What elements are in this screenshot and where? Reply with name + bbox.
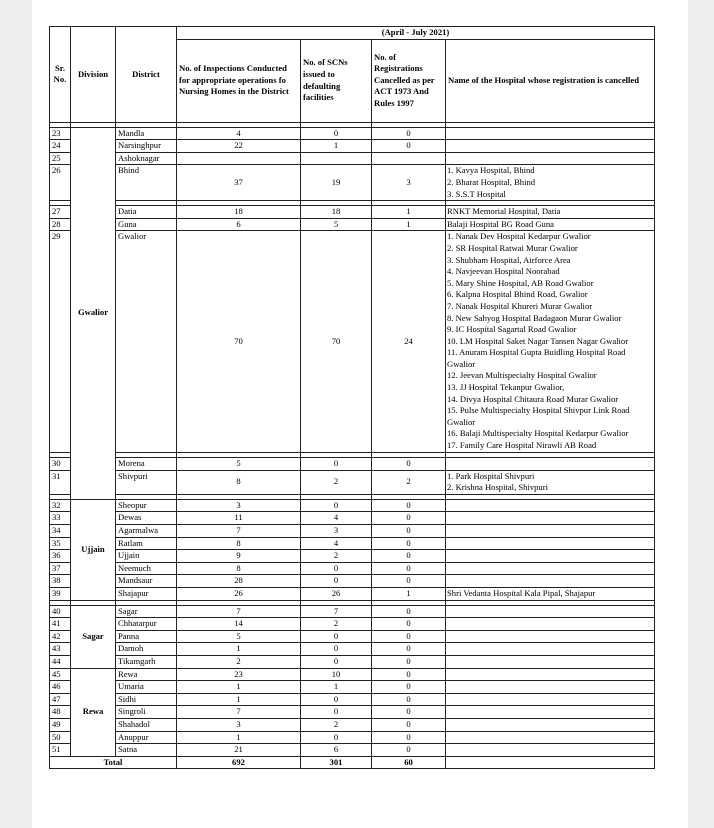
- value-scn: 0: [301, 499, 372, 512]
- value-canc: 3: [372, 165, 446, 201]
- hospital-name: 1. Park Hospital Shivpuri: [447, 470, 535, 481]
- serial-number: 24: [50, 140, 71, 153]
- hospital-name: RNKT Memorial Hospital, Datia: [447, 206, 561, 217]
- period-label: (April - July 2021): [177, 27, 655, 40]
- value-canc: 0: [372, 458, 446, 471]
- district-name: Ratlam: [116, 537, 177, 550]
- table-row: [50, 744, 655, 757]
- value-canc: 0: [372, 744, 446, 757]
- value-scn: 26: [301, 587, 372, 600]
- district-name: Agarmalwa: [116, 525, 177, 538]
- hospital-name: 12. Jeevan Multispecialty Hospital Gwalior: [447, 370, 597, 381]
- value-insp: 8: [177, 470, 301, 494]
- value-scn: 18: [301, 206, 372, 219]
- table-row: [50, 458, 655, 471]
- value-canc: 1: [372, 587, 446, 600]
- value-scn: 2: [301, 550, 372, 563]
- hospital-name: 5. Mary Shine Hospital, AB Road Gwalior: [447, 277, 594, 288]
- value-canc: 0: [372, 731, 446, 744]
- value-scn: 3: [301, 525, 372, 538]
- hospital-name: 3. Shubham Hospital, Airforce Area: [447, 254, 571, 265]
- value-insp: 1: [177, 731, 301, 744]
- value-canc: [372, 152, 446, 165]
- hospital-list: [446, 681, 655, 694]
- value-scn: 0: [301, 731, 372, 744]
- district-name: Ujjain: [116, 550, 177, 563]
- table-row: [50, 681, 655, 694]
- district-name: Datia: [116, 206, 177, 219]
- value-scn: 0: [301, 630, 372, 643]
- value-canc: 0: [372, 562, 446, 575]
- value-canc: 0: [372, 127, 446, 140]
- value-canc: 0: [372, 706, 446, 719]
- table-row: [50, 140, 655, 153]
- value-scn: [301, 152, 372, 165]
- value-canc: 0: [372, 605, 446, 618]
- value-insp: 28: [177, 575, 301, 588]
- hospital-list: [446, 499, 655, 512]
- value-scn: 0: [301, 706, 372, 719]
- hospital-name: 9. IC Hospital Sagartal Road Gwalior: [447, 324, 577, 335]
- table-body: [50, 127, 655, 769]
- table-row: [50, 231, 655, 453]
- value-scn: 0: [301, 575, 372, 588]
- value-scn: 2: [301, 718, 372, 731]
- hospital-list: [446, 643, 655, 656]
- table-row: [50, 731, 655, 744]
- table-row: [50, 618, 655, 631]
- value-canc: 0: [372, 512, 446, 525]
- header-sr: Sr. No.: [50, 27, 71, 123]
- hospital-list: [446, 693, 655, 706]
- value-insp: 26: [177, 587, 301, 600]
- hospital-name: 2. Krishna Hospital, Shivpuri: [447, 482, 548, 493]
- serial-number: 43: [50, 643, 71, 656]
- serial-number: 37: [50, 562, 71, 575]
- value-canc: 0: [372, 525, 446, 538]
- serial-number: 33: [50, 512, 71, 525]
- table-row: [50, 587, 655, 600]
- table-row: [50, 550, 655, 563]
- division-cell: Ujjain: [71, 499, 116, 600]
- serial-number: 51: [50, 744, 71, 757]
- district-name: Shajapur: [116, 587, 177, 600]
- district-name: Gwalior: [116, 231, 177, 453]
- hospital-list: [446, 575, 655, 588]
- table-row: [50, 470, 655, 494]
- header-hospital: Name of the Hospital whose registration is cancelled: [446, 39, 655, 122]
- value-canc: 0: [372, 681, 446, 694]
- hospital-name: 1. Kavya Hospital, Bhind: [447, 165, 535, 176]
- table-row: [50, 127, 655, 140]
- district-name: Damoh: [116, 643, 177, 656]
- hospital-list: [446, 458, 655, 471]
- hospital-name: 3. S.S.T Hospital: [447, 188, 506, 199]
- value-canc: 0: [372, 718, 446, 731]
- value-canc: 0: [372, 550, 446, 563]
- table-row: [50, 668, 655, 681]
- value-scn: 0: [301, 643, 372, 656]
- serial-number: 47: [50, 693, 71, 706]
- hospital-list: [446, 731, 655, 744]
- division-cell: Sagar: [71, 605, 116, 668]
- value-scn: 2: [301, 618, 372, 631]
- value-insp: 4: [177, 127, 301, 140]
- hospital-list: [446, 127, 655, 140]
- value-canc: 0: [372, 618, 446, 631]
- serial-number: 39: [50, 587, 71, 600]
- value-insp: 1: [177, 681, 301, 694]
- value-scn: 0: [301, 655, 372, 668]
- hospital-list: [446, 706, 655, 719]
- hospital-list: [446, 562, 655, 575]
- value-insp: 18: [177, 206, 301, 219]
- table-row: [50, 643, 655, 656]
- district-name: Dewas: [116, 512, 177, 525]
- table-row: [50, 718, 655, 731]
- total-scn: 301: [301, 756, 372, 769]
- serial-number: 40: [50, 605, 71, 618]
- value-scn: 0: [301, 127, 372, 140]
- header-inspections: No. of Inspections Conducted for appropriate operations fo Nursing Homes in the District: [177, 39, 301, 122]
- serial-number: 27: [50, 206, 71, 219]
- district-name: Narsinghpur: [116, 140, 177, 153]
- document-page: [32, 0, 688, 828]
- table-row: [50, 206, 655, 219]
- value-scn: 5: [301, 218, 372, 231]
- serial-number: 25: [50, 152, 71, 165]
- district-name: Panna: [116, 630, 177, 643]
- value-insp: [177, 152, 301, 165]
- value-insp: 1: [177, 643, 301, 656]
- table-row: [50, 152, 655, 165]
- serial-number: 35: [50, 537, 71, 550]
- district-name: Umaria: [116, 681, 177, 694]
- serial-number: 44: [50, 655, 71, 668]
- value-scn: 0: [301, 693, 372, 706]
- hospital-list: [446, 231, 655, 453]
- hospital-name: Shri Vedanta Hospital Kala Pipal, Shajapur: [447, 587, 596, 598]
- district-name: Rewa: [116, 668, 177, 681]
- value-insp: 5: [177, 458, 301, 471]
- serial-number: 49: [50, 718, 71, 731]
- hospital-name: 4. Navjeevan Hospital Noorabad: [447, 266, 560, 277]
- value-scn: 70: [301, 231, 372, 453]
- hospital-name: 17. Family Care Hospital Nirawli AB Road: [447, 440, 597, 451]
- hospital-name: 10. LM Hospital Saket Nagar Tansen Nagar Gwalior: [447, 335, 629, 346]
- hospital-name: 14. Divya Hospital Chitaura Road Murar Gwalior: [447, 393, 619, 404]
- total-row: [50, 756, 655, 769]
- division-cell: Rewa: [71, 668, 116, 756]
- serial-number: 23: [50, 127, 71, 140]
- value-insp: 22: [177, 140, 301, 153]
- value-scn: 4: [301, 537, 372, 550]
- serial-number: 45: [50, 668, 71, 681]
- value-scn: 4: [301, 512, 372, 525]
- value-canc: 0: [372, 575, 446, 588]
- value-scn: 6: [301, 744, 372, 757]
- value-canc: 1: [372, 218, 446, 231]
- value-insp: 21: [177, 744, 301, 757]
- hospital-list: [446, 587, 655, 600]
- hospital-name: 11. Anuram Hospital Gupta Buidling Hospital Road Gwalior: [447, 347, 626, 369]
- value-canc: 0: [372, 499, 446, 512]
- table-row: [50, 562, 655, 575]
- value-insp: 5: [177, 630, 301, 643]
- hospital-name: 7. Nanak Hospital Khureri Murar Gwalior: [447, 300, 593, 311]
- district-name: Tikamgarh: [116, 655, 177, 668]
- total-label: Total: [50, 756, 177, 769]
- value-canc: 0: [372, 668, 446, 681]
- value-insp: 7: [177, 525, 301, 538]
- hospital-list: [446, 550, 655, 563]
- value-canc: 0: [372, 630, 446, 643]
- value-insp: 11: [177, 512, 301, 525]
- division-cell: Gwalior: [71, 127, 116, 499]
- value-insp: 9: [177, 550, 301, 563]
- value-insp: 1: [177, 693, 301, 706]
- hospital-name: 2. Bharat Hospital, Bhind: [447, 176, 536, 187]
- hospital-name: 16. Balaji Multispecialty Hospital Kedarpur Gwalior: [447, 428, 629, 439]
- total-insp: 692: [177, 756, 301, 769]
- header-district: District: [116, 27, 177, 123]
- table-row: [50, 165, 655, 201]
- value-insp: 3: [177, 718, 301, 731]
- district-name: Mandla: [116, 127, 177, 140]
- table-row: [50, 706, 655, 719]
- value-scn: 1: [301, 140, 372, 153]
- hospital-list: [446, 618, 655, 631]
- header-row: [50, 27, 655, 40]
- hospital-name: 1. Nanak Dev Hospital Kedarpur Gwalior: [447, 231, 591, 242]
- district-name: Neemuch: [116, 562, 177, 575]
- hospital-list: [446, 744, 655, 757]
- hospital-list: [446, 470, 655, 494]
- value-canc: 0: [372, 140, 446, 153]
- district-name: Shahadol: [116, 718, 177, 731]
- serial-number: 34: [50, 525, 71, 538]
- table-row: [50, 537, 655, 550]
- table-row: [50, 605, 655, 618]
- total-empty: [446, 756, 655, 769]
- serial-number: 36: [50, 550, 71, 563]
- district-name: Sidhi: [116, 693, 177, 706]
- value-canc: 2: [372, 470, 446, 494]
- hospital-list: [446, 165, 655, 201]
- value-canc: 24: [372, 231, 446, 453]
- serial-number: 41: [50, 618, 71, 631]
- district-name: Chhatarpur: [116, 618, 177, 631]
- district-name: Morena: [116, 458, 177, 471]
- value-canc: 0: [372, 537, 446, 550]
- value-scn: 1: [301, 681, 372, 694]
- hospital-name: 2. SR Hospital Ratwai Murar Gwalior: [447, 242, 578, 253]
- table-row: [50, 525, 655, 538]
- value-insp: 7: [177, 605, 301, 618]
- value-insp: 37: [177, 165, 301, 201]
- hospital-list: [446, 218, 655, 231]
- value-scn: 0: [301, 458, 372, 471]
- value-insp: 14: [177, 618, 301, 631]
- district-name: Ashoknagar: [116, 152, 177, 165]
- district-name: Shivpuri: [116, 470, 177, 494]
- serial-number: 46: [50, 681, 71, 694]
- header-cancelled: No. of Registrations Cancelled as per ACT 1973 And Rules 1997: [372, 39, 446, 122]
- table-row: [50, 575, 655, 588]
- value-canc: 0: [372, 655, 446, 668]
- hospital-list: [446, 655, 655, 668]
- table-row: [50, 512, 655, 525]
- serial-number: 50: [50, 731, 71, 744]
- header-scns: No. of SCNs issued to defaulting facilities: [301, 39, 372, 122]
- serial-number: 32: [50, 499, 71, 512]
- serial-number: 28: [50, 218, 71, 231]
- hospital-list: [446, 605, 655, 618]
- district-name: Sheopur: [116, 499, 177, 512]
- value-scn: 10: [301, 668, 372, 681]
- value-canc: 0: [372, 693, 446, 706]
- table-row: [50, 218, 655, 231]
- district-name: Mandsaur: [116, 575, 177, 588]
- value-canc: 0: [372, 643, 446, 656]
- hospital-name: 13. JJ Hospital Tekanpur Gwalior,: [447, 382, 565, 393]
- serial-number: 31: [50, 470, 71, 494]
- hospital-list: [446, 140, 655, 153]
- hospital-name: 6. Kalpna Hospital Bhind Road, Gwalior: [447, 289, 588, 300]
- value-scn: 19: [301, 165, 372, 201]
- hospital-list: [446, 668, 655, 681]
- serial-number: 29: [50, 231, 71, 453]
- hospital-name: Balaji Hospital BG Road Guna: [447, 218, 554, 229]
- hospital-list: [446, 630, 655, 643]
- hospital-list: [446, 718, 655, 731]
- header-division: Division: [71, 27, 116, 123]
- value-scn: 2: [301, 470, 372, 494]
- value-insp: 2: [177, 655, 301, 668]
- district-name: Sagar: [116, 605, 177, 618]
- district-name: Anuppur: [116, 731, 177, 744]
- hospital-list: [446, 152, 655, 165]
- value-insp: 70: [177, 231, 301, 453]
- value-insp: 8: [177, 537, 301, 550]
- value-insp: 8: [177, 562, 301, 575]
- value-insp: 23: [177, 668, 301, 681]
- hospital-list: [446, 525, 655, 538]
- table-row: [50, 499, 655, 512]
- serial-number: 48: [50, 706, 71, 719]
- district-name: Satna: [116, 744, 177, 757]
- serial-number: 26: [50, 165, 71, 201]
- table-row: [50, 630, 655, 643]
- inspection-table: [49, 26, 655, 769]
- table-row: [50, 693, 655, 706]
- hospital-list: [446, 206, 655, 219]
- hospital-list: [446, 537, 655, 550]
- value-insp: 6: [177, 218, 301, 231]
- serial-number: 42: [50, 630, 71, 643]
- value-scn: 7: [301, 605, 372, 618]
- value-insp: 3: [177, 499, 301, 512]
- district-name: Guna: [116, 218, 177, 231]
- serial-number: 38: [50, 575, 71, 588]
- district-name: Bhind: [116, 165, 177, 201]
- serial-number: 30: [50, 458, 71, 471]
- table-row: [50, 655, 655, 668]
- district-name: Singroli: [116, 706, 177, 719]
- hospital-name: 8. New Sahyog Hospital Badagaon Murar Gwalior: [447, 312, 622, 323]
- value-scn: 0: [301, 562, 372, 575]
- hospital-name: 15. Pulse Multispecialty Hospital Shivpur Link Road Gwalior: [447, 405, 630, 427]
- total-canc: 60: [372, 756, 446, 769]
- value-insp: 7: [177, 706, 301, 719]
- value-canc: 1: [372, 206, 446, 219]
- hospital-list: [446, 512, 655, 525]
